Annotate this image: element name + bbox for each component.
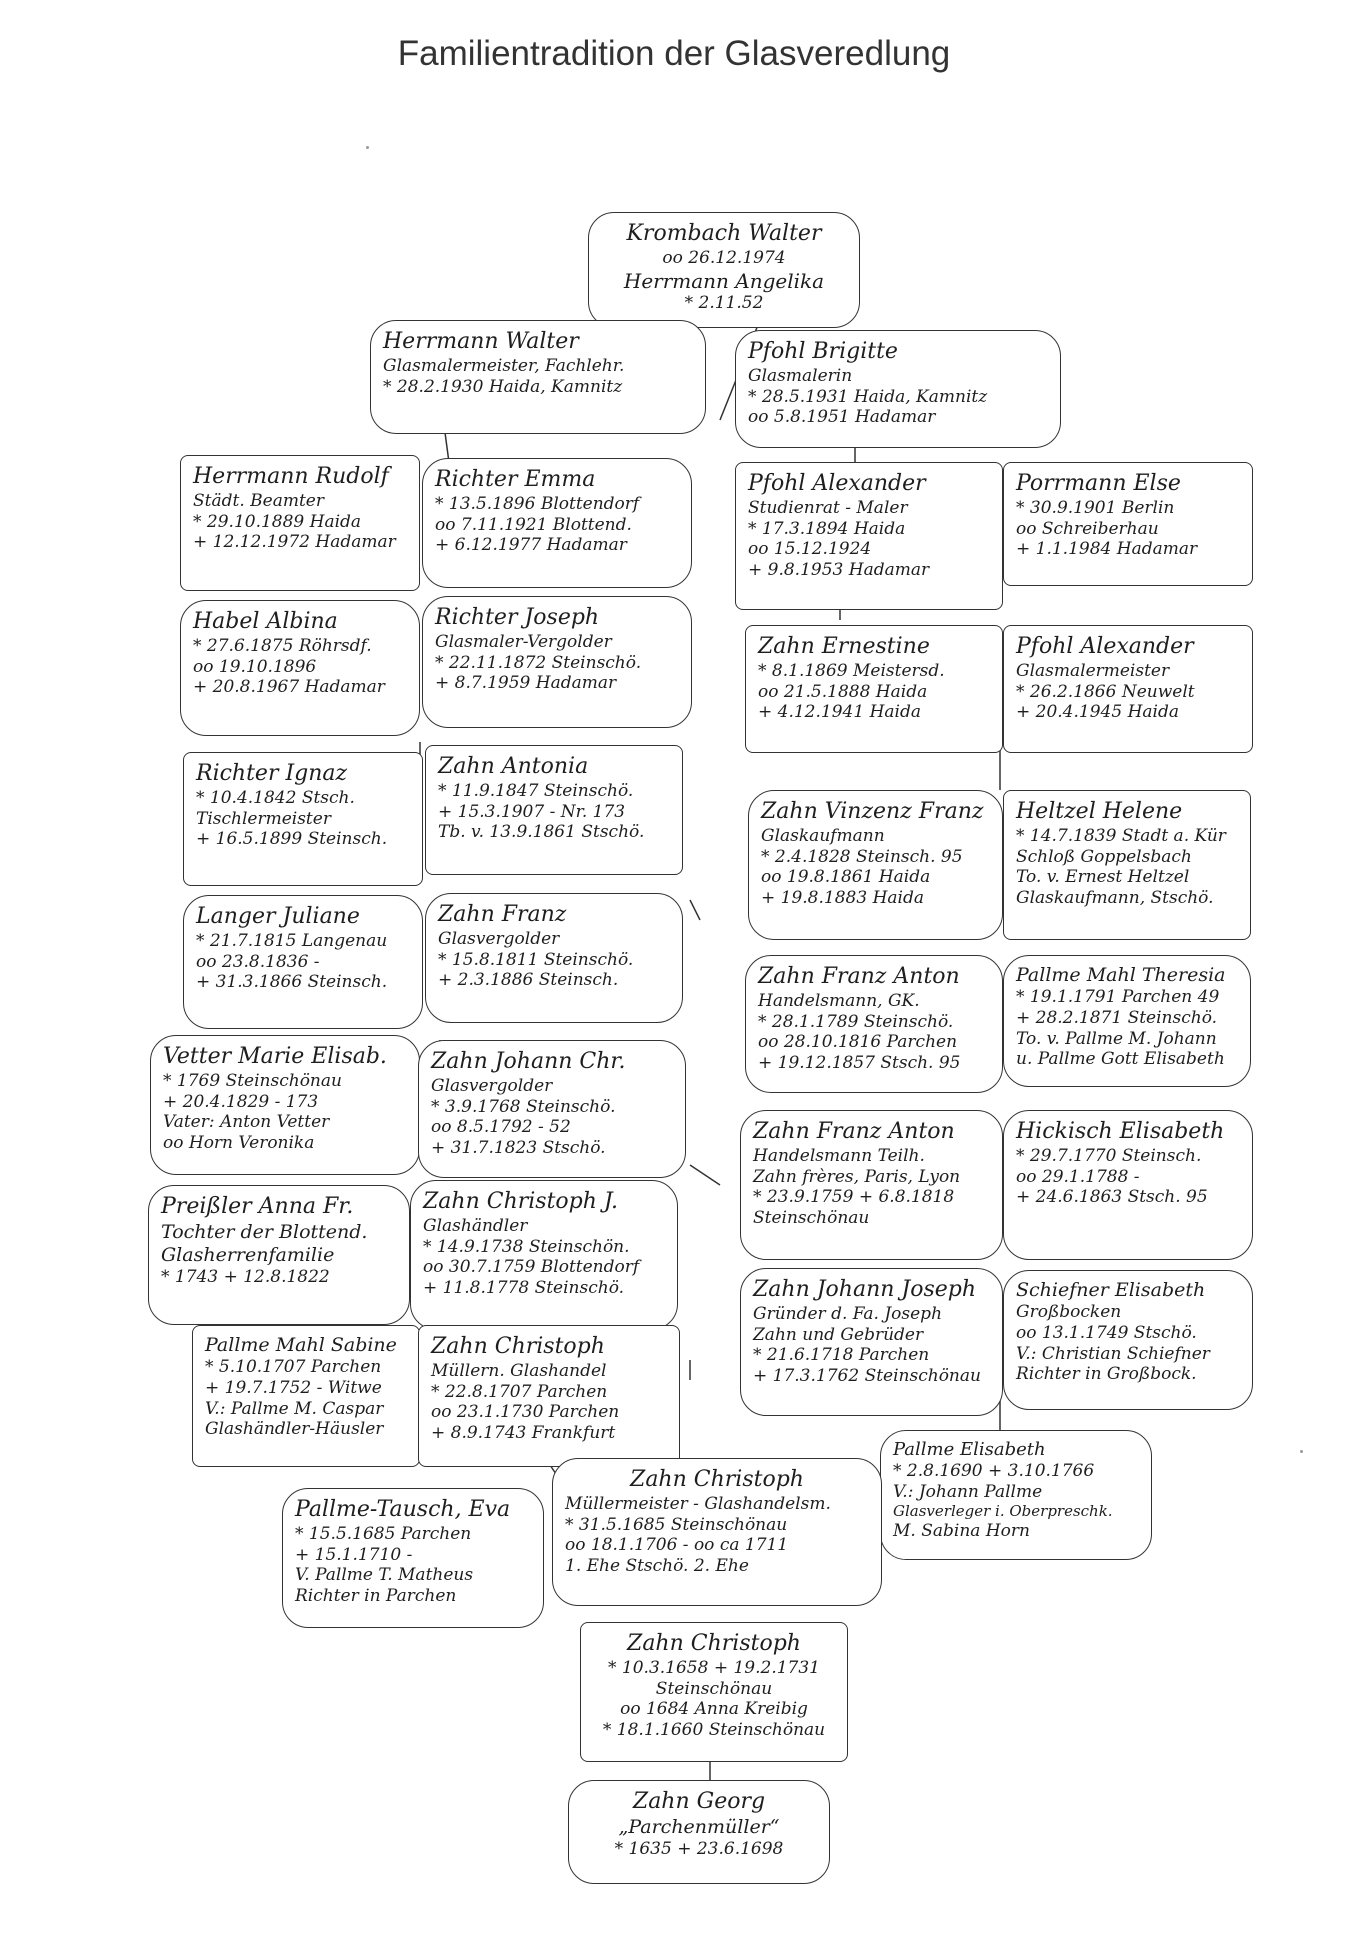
person-detail: * 2.11.52	[684, 292, 764, 313]
person-name: Pfohl Brigitte	[748, 339, 898, 364]
person-name: Habel Albina	[193, 609, 338, 634]
person-name: Zahn Johann Chr.	[431, 1049, 626, 1074]
person-name: Zahn Christoph	[630, 1467, 804, 1492]
person-detail: * 14.9.1738 Steinschön.	[423, 1236, 630, 1257]
person-detail: * 27.6.1875 Röhrsdf.	[193, 635, 372, 656]
person-box-richter-emma	[422, 458, 692, 588]
person-detail: V.: Johann Pallme	[893, 1481, 1043, 1502]
person-detail: + 15.1.1710 -	[295, 1544, 413, 1565]
person-detail: oo 29.1.1788 -	[1016, 1166, 1140, 1187]
person-detail: „Parchenmüller“	[618, 1815, 780, 1838]
person-name: Pallme Mahl Theresia	[1016, 964, 1226, 986]
person-name: Pallme Mahl Sabine	[205, 1334, 397, 1356]
person-detail: * 28.5.1931 Haida, Kamnitz	[748, 386, 988, 407]
person-detail: + 20.4.1945 Haida	[1016, 702, 1179, 723]
person-detail: * 23.9.1759 + 6.8.1818	[753, 1187, 955, 1208]
person-detail: Glasvergolder	[438, 928, 560, 949]
person-name: Pallme Elisabeth	[893, 1439, 1046, 1460]
person-detail: Glasvergolder	[431, 1075, 553, 1096]
person-detail: Großbocken	[1016, 1302, 1122, 1323]
person-detail: Glasherrenfamilie	[161, 1244, 335, 1266]
person-detail: oo 19.10.1896	[193, 656, 317, 677]
person-box-zahn-christoph-j	[410, 1180, 678, 1330]
person-detail: oo 30.7.1759 Blottendorf	[423, 1257, 640, 1278]
person-name: Herrmann Walter	[383, 329, 579, 354]
person-detail: Glashändler	[423, 1215, 528, 1236]
person-box-zahn-georg	[568, 1780, 830, 1884]
person-name: Zahn Christoph	[431, 1334, 605, 1359]
person-detail: Vater: Anton Vetter	[163, 1112, 330, 1133]
person-box-zahn-franz	[425, 893, 683, 1023]
person-name: Zahn Franz Anton	[758, 964, 960, 989]
person-detail: Glaskaufmann, Stschö.	[1016, 888, 1214, 909]
person-detail: + 31.3.1866 Steinsch.	[196, 972, 388, 993]
person-detail: * 5.10.1707 Parchen	[205, 1357, 382, 1378]
person-box-pallme-elisabeth	[880, 1430, 1152, 1560]
person-name: Heltzel Helene	[1016, 799, 1183, 824]
person-detail: * 1743 + 12.8.1822	[161, 1267, 330, 1288]
person-detail: Tochter der Blottend.	[161, 1220, 368, 1243]
person-detail: * 15.8.1811 Steinschö.	[438, 949, 634, 970]
person-detail: + 9.8.1953 Hadamar	[748, 560, 930, 581]
person-box-heltzel-helene	[1003, 790, 1251, 940]
person-detail: oo Schreiberhau	[1016, 518, 1159, 539]
person-detail: * 18.1.1660 Steinschönau	[602, 1720, 826, 1741]
person-detail: M. Sabina Horn	[893, 1520, 1030, 1541]
person-box-zahn-johann-chr	[418, 1040, 686, 1178]
person-detail: * 29.7.1770 Steinsch.	[1016, 1145, 1202, 1166]
person-detail: Handelsmann, GK.	[758, 990, 920, 1011]
person-detail: Steinschönau	[753, 1208, 870, 1229]
person-detail: * 17.3.1894 Haida	[748, 518, 906, 539]
person-name: Zahn Georg	[632, 1789, 766, 1814]
person-detail: * 11.9.1847 Steinschö.	[438, 780, 634, 801]
person-detail: * 28.1.1789 Steinschö.	[758, 1011, 954, 1032]
person-box-langer-juliane	[183, 895, 423, 1029]
person-detail: + 19.7.1752 - Witwe	[205, 1377, 382, 1398]
person-detail: * 8.1.1869 Meistersd.	[758, 660, 945, 681]
page-title: Familientradition der Glasveredlung	[397, 34, 951, 73]
person-detail: oo 19.8.1861 Haida	[761, 867, 931, 888]
person-detail: oo 5.8.1951 Hadamar	[748, 407, 936, 428]
person-box-schiefner-elisabeth	[1003, 1270, 1253, 1410]
person-detail: Glasverleger i. Oberpreschk.	[893, 1502, 1113, 1521]
person-detail: * 13.5.1896 Blottendorf	[435, 493, 640, 514]
person-box-preissler-anna	[148, 1185, 410, 1325]
person-box-zahn-franz-anton-handelsmann	[745, 955, 1003, 1093]
person-detail: * 19.1.1791 Parchen 49	[1016, 987, 1220, 1008]
person-detail: Handelsmann Teilh.	[753, 1145, 925, 1166]
person-detail: Richter in Parchen	[295, 1586, 457, 1607]
person-detail: To. v. Ernest Heltzel	[1016, 867, 1190, 888]
person-detail: To. v. Pallme M. Johann	[1016, 1028, 1217, 1049]
person-detail: + 19.12.1857 Stsch. 95	[758, 1053, 961, 1074]
person-name: Pallme-Tausch, Eva	[295, 1497, 511, 1522]
person-name: Preißler Anna Fr.	[161, 1194, 354, 1219]
person-detail: Müllern. Glashandel	[431, 1360, 607, 1381]
person-detail: * 28.2.1930 Haida, Kamnitz	[383, 376, 623, 397]
person-detail: + 31.7.1823 Stschö.	[431, 1138, 606, 1159]
person-box-habel-albina	[180, 600, 420, 736]
person-detail: Glaskaufmann	[761, 825, 885, 846]
person-name: Hickisch Elisabeth	[1016, 1119, 1225, 1144]
person-name: Pfohl Alexander	[1016, 634, 1194, 659]
person-detail: Studienrat - Maler	[748, 497, 908, 518]
person-box-hickisch-elisabeth	[1003, 1110, 1253, 1260]
person-detail: * 10.3.1658 + 19.2.1731	[608, 1657, 820, 1678]
person-name: Zahn Christoph	[627, 1631, 801, 1656]
person-name: Porrmann Else	[1016, 471, 1181, 496]
person-name: Zahn Franz Anton	[753, 1119, 955, 1144]
person-box-krombach-walter	[588, 212, 860, 328]
person-box-pfohl-alexander-studienrat	[735, 462, 1003, 610]
person-name: Pfohl Alexander	[748, 471, 926, 496]
person-box-zahn-christoph-muellern	[418, 1325, 680, 1467]
person-box-pfohl-alexander-glasmalermeister	[1003, 625, 1253, 753]
person-detail: Glasmalermeister, Fachlehr.	[383, 355, 625, 376]
person-detail: * 21.6.1718 Parchen	[753, 1345, 930, 1366]
person-box-zahn-ernestine	[745, 625, 1003, 753]
person-detail: Steinschönau	[655, 1678, 773, 1699]
person-detail: oo 23.1.1730 Parchen	[431, 1402, 620, 1423]
person-name: Herrmann Rudolf	[193, 464, 389, 489]
person-box-richter-ignaz	[183, 752, 423, 886]
person-box-porrmann-else	[1003, 462, 1253, 586]
person-box-zahn-antonia	[425, 745, 683, 875]
person-detail: + 16.5.1899 Steinsch.	[196, 829, 388, 850]
person-detail: * 29.10.1889 Haida	[193, 511, 362, 532]
person-detail: V.: Christian Schiefner	[1016, 1343, 1210, 1364]
person-name: Vetter Marie Elisab.	[163, 1044, 387, 1069]
person-box-richter-joseph	[422, 596, 692, 728]
person-name: Richter Emma	[435, 467, 596, 492]
person-detail: oo 7.11.1921 Blottend.	[435, 514, 632, 535]
person-detail: * 10.4.1842 Stsch.	[196, 787, 355, 808]
person-detail: V.: Pallme M. Caspar	[205, 1398, 384, 1419]
person-box-zahn-franz-anton-teilh	[740, 1110, 1003, 1260]
person-detail: u. Pallme Gott Elisabeth	[1016, 1049, 1225, 1070]
person-name: Richter Joseph	[435, 605, 600, 630]
person-detail: Glasmalerin	[748, 365, 853, 386]
person-detail: Glasmaler-Vergolder	[435, 631, 612, 652]
person-detail: * 22.11.1872 Steinschö.	[435, 652, 642, 673]
person-box-zahn-christoph-muellermeister	[552, 1458, 882, 1606]
person-detail: * 1769 Steinschönau	[163, 1070, 342, 1091]
person-detail: + 4.12.1941 Haida	[758, 702, 921, 723]
person-box-vetter-marie-elisab	[150, 1035, 420, 1175]
person-name: Zahn Ernestine	[758, 634, 930, 659]
person-name: Zahn Christoph J.	[423, 1189, 619, 1214]
person-name: Krombach Walter	[626, 221, 822, 246]
person-detail: Zahn frères, Paris, Lyon	[753, 1166, 961, 1187]
person-name: Schiefner Elisabeth	[1016, 1279, 1206, 1301]
connector-line	[690, 900, 700, 920]
person-detail: * 14.7.1839 Stadt a. Kür	[1016, 825, 1226, 846]
person-detail: * 3.9.1768 Steinschö.	[431, 1096, 616, 1117]
person-detail: * 30.9.1901 Berlin	[1016, 497, 1175, 518]
person-name: Zahn Johann Joseph	[753, 1277, 977, 1302]
person-box-pallme-mahl-theresia	[1003, 955, 1251, 1087]
person-detail: Glasmalermeister	[1016, 660, 1170, 681]
person-detail: Tischlermeister	[196, 808, 331, 829]
person-detail: oo 18.1.1706 - oo ca 1711	[565, 1535, 789, 1556]
person-detail: * 2.8.1690 + 3.10.1766	[893, 1460, 1095, 1481]
person-detail: + 12.12.1972 Hadamar	[193, 532, 396, 553]
person-box-pallme-mahl-sabine	[192, 1325, 420, 1467]
person-detail: oo 26.12.1974	[662, 247, 786, 268]
person-detail: Herrmann Angelika	[623, 268, 825, 293]
person-detail: + 28.2.1871 Steinschö.	[1016, 1007, 1218, 1028]
person-name: Zahn Vinzenz Franz	[761, 799, 984, 824]
person-box-herrmann-rudolf	[180, 455, 420, 591]
person-detail: * 22.8.1707 Parchen	[431, 1381, 608, 1402]
person-detail: Tb. v. 13.9.1861 Stschö.	[438, 822, 645, 843]
person-detail: + 19.8.1883 Haida	[761, 888, 924, 909]
person-detail: + 15.3.1907 - Nr. 173	[438, 801, 626, 822]
person-box-zahn-christoph-1658	[580, 1622, 848, 1762]
person-box-pallme-tausch-eva	[282, 1488, 544, 1628]
person-box-zahn-johann-joseph	[740, 1268, 1003, 1416]
person-detail: + 24.6.1863 Stsch. 95	[1016, 1187, 1208, 1208]
person-detail: + 6.12.1977 Hadamar	[435, 535, 627, 556]
person-detail: * 21.7.1815 Langenau	[196, 930, 388, 951]
person-detail: Zahn und Gebrüder	[753, 1324, 924, 1345]
person-detail: oo 15.12.1924	[748, 539, 872, 560]
connector-line	[690, 1165, 720, 1185]
person-detail: Richter in Großbock.	[1016, 1364, 1197, 1385]
person-detail: Müllermeister - Glashandelsm.	[565, 1493, 831, 1514]
person-name: Zahn Franz	[438, 902, 567, 927]
person-detail: + 17.3.1762 Steinschönau	[753, 1366, 981, 1387]
person-name: Langer Juliane	[196, 904, 360, 929]
person-detail: + 20.8.1967 Hadamar	[193, 677, 385, 698]
person-detail: Städt. Beamter	[193, 490, 324, 511]
person-detail: oo 28.10.1816 Parchen	[758, 1032, 958, 1053]
person-detail: oo Horn Veronika	[163, 1133, 315, 1154]
person-detail: oo 13.1.1749 Stschö.	[1016, 1322, 1197, 1343]
person-detail: oo 21.5.1888 Haida	[758, 681, 928, 702]
person-detail: + 2.3.1886 Steinsch.	[438, 970, 619, 991]
person-detail: * 2.4.1828 Steinsch. 95	[761, 846, 963, 867]
person-detail: oo 23.8.1836 -	[196, 951, 320, 972]
person-detail: Schloß Goppelsbach	[1016, 846, 1192, 867]
person-detail: * 26.2.1866 Neuwelt	[1016, 681, 1195, 702]
person-detail: Gründer d. Fa. Joseph	[753, 1303, 943, 1324]
person-detail: + 1.1.1984 Hadamar	[1016, 539, 1198, 560]
person-name: Richter Ignaz	[196, 761, 348, 786]
person-name: Zahn Antonia	[438, 754, 589, 779]
person-detail: + 20.4.1829 - 173	[163, 1091, 319, 1112]
person-detail: oo 8.5.1792 - 52	[431, 1117, 571, 1138]
person-detail: + 8.9.1743 Frankfurt	[431, 1423, 616, 1444]
person-box-zahn-vinzenz-franz	[748, 790, 1003, 940]
person-detail: 1. Ehe Stschö. 2. Ehe	[565, 1556, 749, 1577]
person-detail: * 15.5.1685 Parchen	[295, 1523, 472, 1544]
person-detail: oo 1684 Anna Kreibig	[620, 1699, 808, 1720]
person-box-pfohl-brigitte	[735, 330, 1061, 448]
person-box-herrmann-walter	[370, 320, 706, 434]
person-detail: V. Pallme T. Matheus	[295, 1565, 474, 1586]
person-detail: Glashändler-Häusler	[205, 1419, 384, 1440]
person-detail: * 31.5.1685 Steinschönau	[565, 1514, 788, 1535]
person-detail: * 1635 + 23.6.1698	[614, 1839, 784, 1859]
person-detail: + 8.7.1959 Hadamar	[435, 673, 617, 694]
person-detail: + 11.8.1778 Steinschö.	[423, 1278, 625, 1299]
